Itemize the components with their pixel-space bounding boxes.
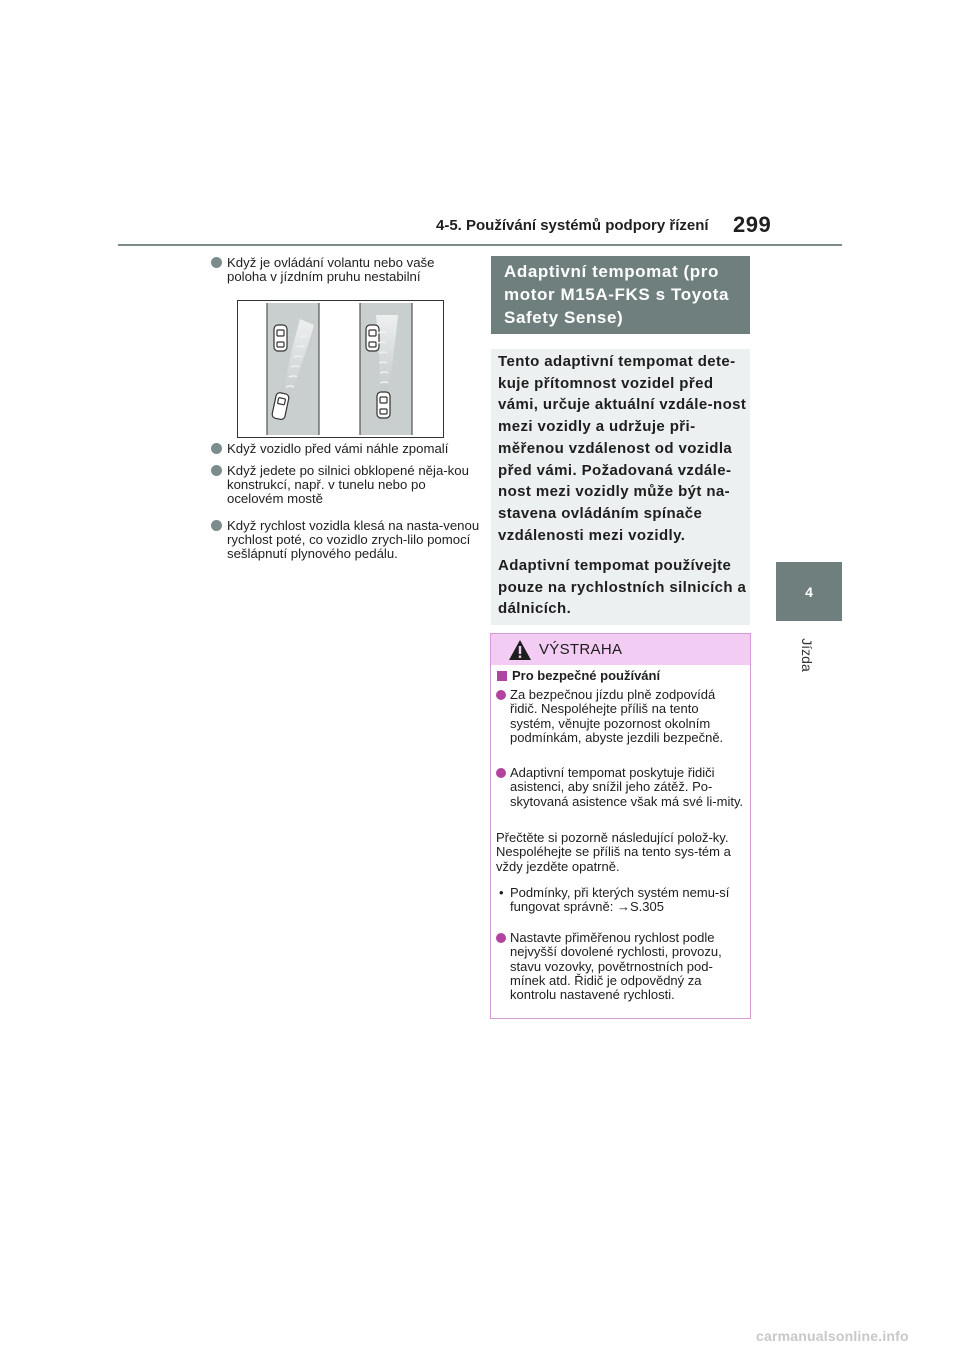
sub-bullet-mark: • <box>499 885 504 900</box>
warning-list-item-text: Adaptivní tempomat poskytuje řidiči asistenci, aby snížil jeho zátěž. Po-skytovaná asistence však má své li-mity. <box>510 765 744 809</box>
bullet-dot-icon <box>496 933 506 943</box>
intro-paragraph: Adaptivní tempomat používejte pouze na rychlostních silnicích a dálnicích. <box>498 557 747 618</box>
warning-header <box>491 634 750 665</box>
warning-subsection <box>497 668 660 683</box>
list-item-text: Když je ovládání volantu nebo vaše poloha v jízdním pruhu nestabilní <box>227 255 435 285</box>
warning-sub-item-text: Podmínky, při kterých systém nemu-sí fungovat správně: →S.305 <box>510 885 730 915</box>
warning-list-item <box>496 766 746 809</box>
section-heading: Adaptivní tempomat (pro motor M15A-FKS s Toyota Safety Sense) <box>504 262 730 327</box>
page-number: 299 <box>733 212 772 237</box>
bullet-dot-icon <box>496 768 506 778</box>
intro-paragraph: Tento adaptivní tempomat dete-kuje přítomnost vozidel před vámi, určuje aktuální vzdále-nost mezi vozidly a udržuje při-měřenou vzdálenost od vozidla před vámi. Požadovaná vzdále-nost mezi vozidly může být na-stavena ovládáním spínače vzdálenosti mezi vozidly. <box>498 353 747 544</box>
list-item-text: Když jedete po silnici obklopené něja-kou konstrukcí, např. v tunelu nebo po ocelovém mostě <box>227 463 469 507</box>
warning-list-item-text: Nastavte přiměřenou rychlost podle nejvyšší dovolené rychlosti, provozu, stavu vozovky, povětrnostních pod-mínek atd. Řidič je odpovědný za kontrolu nastavené rychlosti. <box>510 930 722 1003</box>
warning-subsection-title: Pro bezpečné používání <box>512 668 661 683</box>
list-item <box>210 519 483 562</box>
bullet-dot-icon <box>211 465 222 476</box>
chapter-number: 4 <box>805 583 813 600</box>
chapter-tab <box>776 562 842 621</box>
square-bullet-icon <box>497 671 507 681</box>
watermark: carmanualsonline.info <box>756 1328 909 1344</box>
list-item <box>210 442 489 456</box>
bullet-dot-icon <box>211 257 222 268</box>
warning-box <box>490 633 751 1019</box>
section-title: 4-5. Používání systémů podpory řízení <box>436 217 709 234</box>
header-divider <box>118 244 842 246</box>
chapter-label-container <box>787 630 827 680</box>
list-item <box>210 256 472 284</box>
warning-list-item <box>496 688 746 745</box>
bullet-dot-icon <box>496 690 506 700</box>
chapter-label: Jízda <box>799 638 815 672</box>
bullet-dot-icon <box>211 443 222 454</box>
list-item <box>210 464 483 507</box>
list-item-text: Když vozidlo před vámi náhle zpomalí <box>227 441 449 456</box>
lane-illustration-drawing <box>238 301 443 437</box>
warning-title: VÝSTRAHA <box>539 641 623 658</box>
warning-triangle-icon <box>508 639 532 661</box>
warning-sub-item <box>499 886 746 915</box>
bullet-dot-icon <box>211 520 222 531</box>
warning-list-item <box>496 931 746 1002</box>
left-column <box>210 256 472 284</box>
warning-list-item-text: Za bezpečnou jízdu plně zodpovídá řidič. Nespoléhejte příliš na tento systém, věnujte pozornost okolním podmínkám, abyste jezdili bezpečně. <box>510 687 724 745</box>
section-heading-box <box>491 256 750 334</box>
lane-illustration <box>237 300 444 438</box>
warning-paragraph: Přečtěte si pozorně následující polož-ky. Nespoléhejte se příliš na tento sys-tém a vždy jezděte opatrně. <box>496 830 731 874</box>
list-item-text: Když rychlost vozidla klesá na nasta-venou rychlost poté, co vozidlo zrych-lilo pomocí sešlápnutí plynového pedálu. <box>227 518 480 562</box>
